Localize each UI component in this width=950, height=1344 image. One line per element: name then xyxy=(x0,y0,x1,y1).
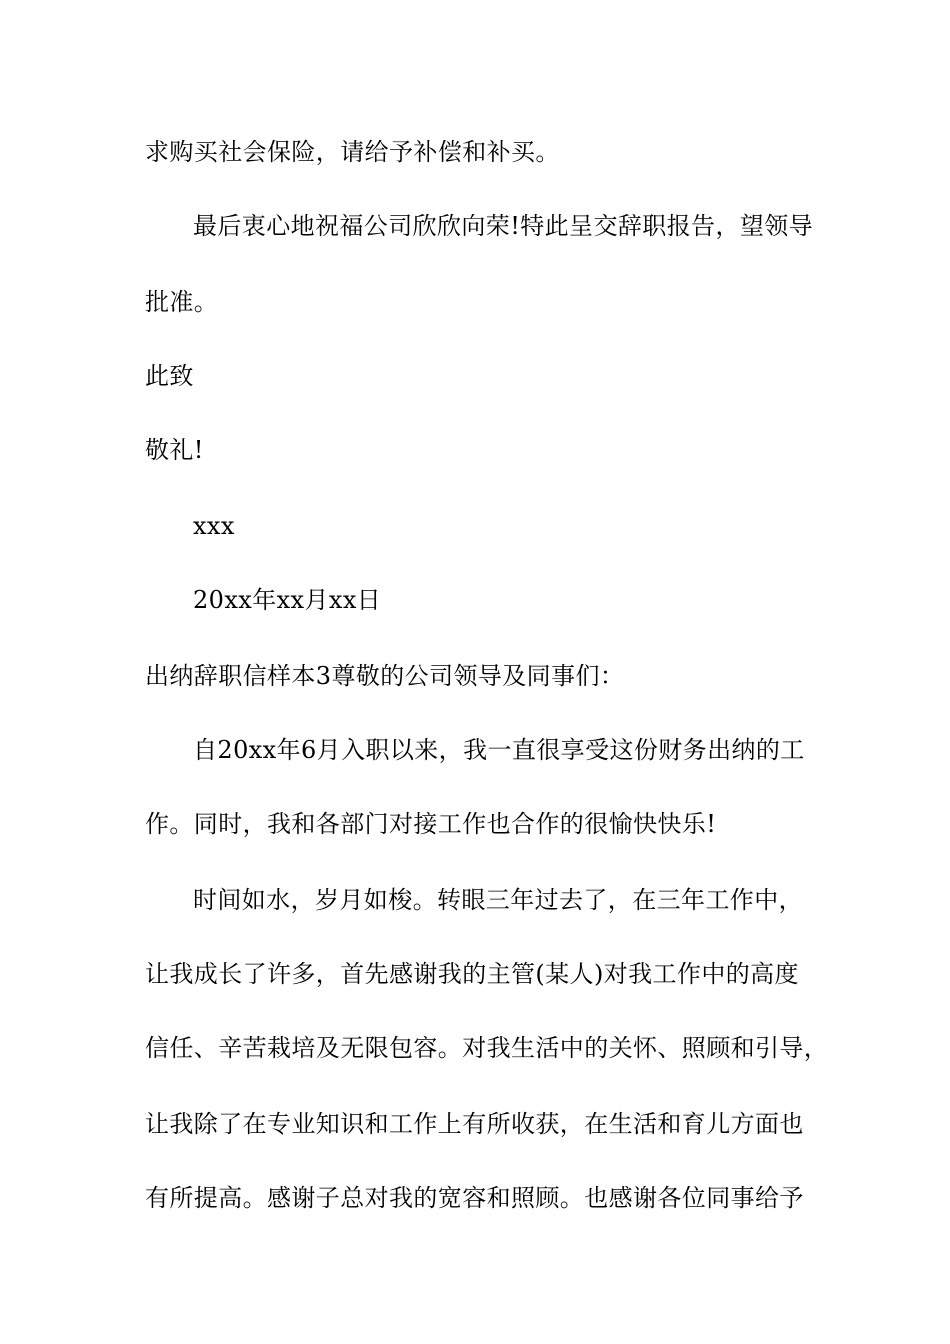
text-line: 让我除了在专业知识和工作上有所收获，在生活和育儿方面也 xyxy=(145,1110,804,1138)
text-line: 最后衷心地祝福公司欣欣向荣!特此呈交辞职报告，望领导 xyxy=(193,212,814,240)
text-line: 批准。 xyxy=(145,288,219,316)
text-line: 信任、辛苦栽培及无限包容。对我生活中的关怀、照顾和引导， xyxy=(145,1034,829,1062)
text-line: 自20xx年6月入职以来，我一直很享受这份财务出纳的工 xyxy=(193,736,805,764)
text-line: 让我成长了许多，首先感谢我的主管(某人)对我工作中的高度 xyxy=(145,960,799,988)
text-line: 时间如水，岁月如梭。转眼三年过去了，在三年工作中， xyxy=(193,886,803,914)
closing-regards: 敬礼! xyxy=(145,436,204,464)
text-line: 求购买社会保险，请给予补偿和补买。 xyxy=(145,138,560,166)
signature-date: 20xx年xx月xx日 xyxy=(193,586,382,614)
section-heading: 出纳辞职信样本3尊敬的公司领导及同事们： xyxy=(145,662,625,690)
text-line: 作。同时，我和各部门对接工作也合作的很愉快快乐! xyxy=(145,810,717,838)
text-line: 有所提高。感谢子总对我的宽容和照顾。也感谢各位同事给予 xyxy=(145,1184,804,1212)
signature-name: xxx xyxy=(193,512,235,540)
closing-salutation: 此致 xyxy=(145,362,194,390)
